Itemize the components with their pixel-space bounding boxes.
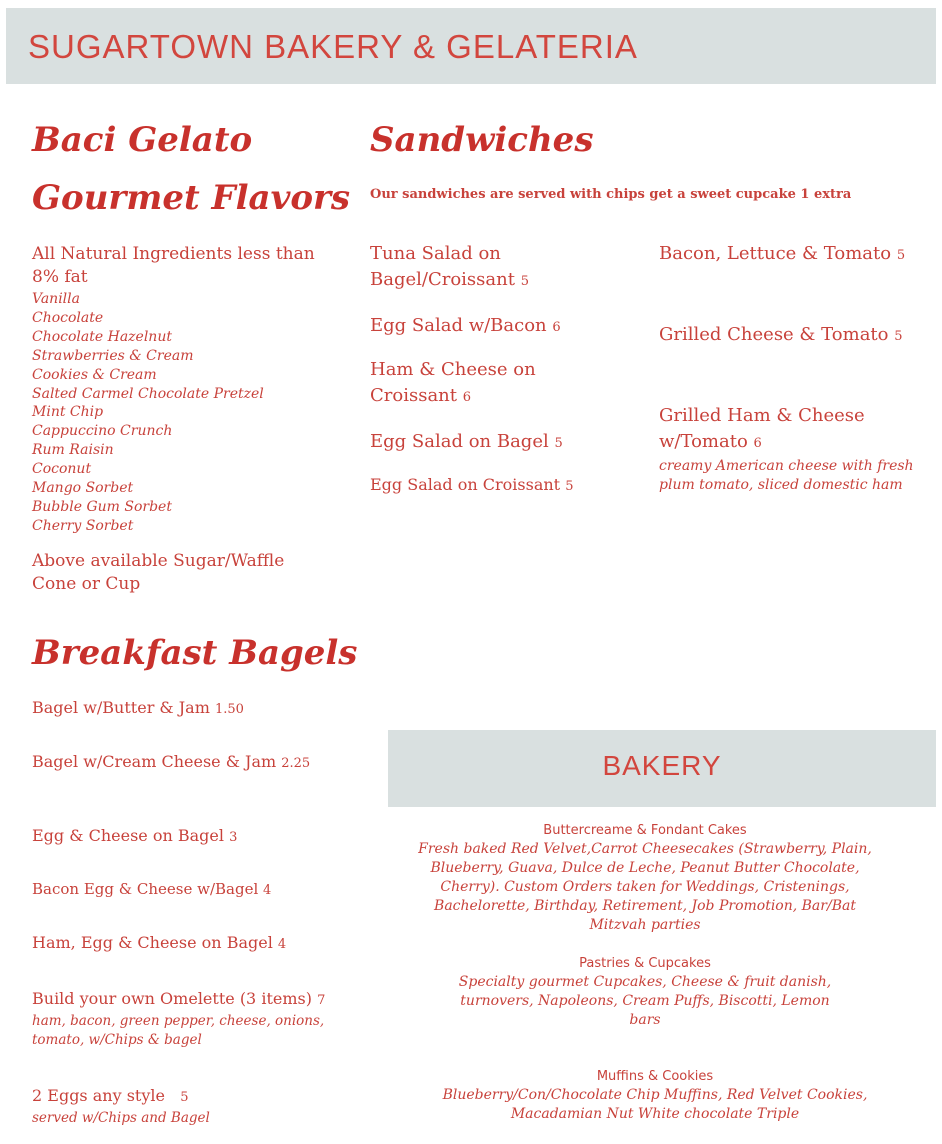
breakfast-item bbox=[32, 696, 372, 721]
flavor-item: Mango Sorbet bbox=[32, 480, 134, 497]
sandwich-item bbox=[370, 473, 640, 499]
breakfast-price: 2.25 bbox=[281, 756, 311, 771]
sandwich-price: 6 bbox=[462, 390, 472, 405]
sandwich-name: Bacon, Lettuce & Tomato bbox=[659, 243, 892, 264]
sandwich-item bbox=[659, 241, 909, 269]
gelato-title-line1: Baci Gelato bbox=[32, 120, 253, 160]
breakfast-desc: ham, bacon, green pepper, cheese, onions, tomato, w/Chips & bagel bbox=[32, 1013, 325, 1048]
sandwich-name: Grilled Cheese & Tomato bbox=[659, 324, 889, 345]
sandwich-name: Egg Salad w/Bacon bbox=[370, 315, 547, 336]
sandwich-price: 5 bbox=[894, 329, 903, 344]
flavor-item: Salted Carmel Chocolate Pretzel bbox=[32, 385, 264, 402]
bakery-banner bbox=[388, 730, 936, 807]
breakfast-item bbox=[32, 878, 372, 902]
bakery-section bbox=[400, 822, 890, 935]
breakfast-item bbox=[32, 750, 362, 775]
breakfast-name: Egg & Cheese on Bagel bbox=[32, 826, 224, 845]
bakery-section-body: Blueberry/Con/Chocolate Chip Muffins, Red Velvet Cookies, Macadamian Nut White chocolate Triple bbox=[442, 1087, 868, 1122]
sandwich-price: 5 bbox=[554, 436, 563, 451]
breakfast-name: Bagel w/Butter & Jam bbox=[32, 698, 210, 717]
bakery-section-body: Fresh baked Red Velvet,Carrot Cheesecakes (Strawberry, Plain, Blueberry, Guava, Dulce de Leche, Peanut Butter Chocolate, Cherry). Custom Orders taken for Weddings, Cristenings, Bachelorette, Birthday, Retirement, Job Promotion, Bar/Bat Mitzvah parties bbox=[418, 841, 872, 933]
sandwich-name: Egg Salad on Croissant bbox=[370, 475, 561, 494]
breakfast-price: 5 bbox=[180, 1090, 189, 1105]
sandwich-desc: creamy American cheese with fresh plum tomato, sliced domestic ham bbox=[659, 458, 914, 493]
gelato-intro: All Natural Ingredients less than 8% fat bbox=[32, 244, 315, 287]
bakery-title: BAKERY bbox=[602, 750, 722, 781]
flavor-item: Coconut bbox=[32, 461, 92, 478]
breakfast-item bbox=[32, 1084, 372, 1128]
breakfast-desc: served w/Chips and Bagel bbox=[32, 1110, 210, 1126]
breakfast-item bbox=[32, 987, 332, 1050]
sandwich-name: Tuna Salad on Bagel/Croissant bbox=[370, 243, 515, 290]
breakfast-name: 2 Eggs any style bbox=[32, 1086, 165, 1105]
flavor-item: Vanilla bbox=[32, 291, 80, 307]
sandwich-price: 6 bbox=[753, 436, 762, 451]
header-banner bbox=[6, 8, 936, 84]
breakfast-price: 3 bbox=[229, 830, 238, 845]
gelato-title-line2: Gourmet Flavors bbox=[32, 178, 351, 218]
bakery-section-heading: Muffins & Cookies bbox=[596, 1069, 714, 1084]
sandwich-item bbox=[370, 429, 630, 457]
flavor-item: Cookies & Cream bbox=[32, 366, 157, 383]
breakfast-title: Breakfast Bagels bbox=[32, 633, 358, 673]
sandwich-price: 5 bbox=[520, 274, 529, 289]
flavor-item: Cherry Sorbet bbox=[32, 517, 134, 534]
gelato-footer: Above available Sugar/Waffle Cone or Cup bbox=[32, 551, 285, 594]
flavor-item: Strawberries & Cream bbox=[32, 347, 194, 364]
sandwich-price: 5 bbox=[565, 479, 574, 494]
bakery-section-heading: Pastries & Cupcakes bbox=[579, 956, 711, 971]
sandwiches-title: Sandwiches bbox=[370, 120, 594, 160]
bakery-section-body: Specialty gourmet Cupcakes, Cheese & fruit danish, turnovers, Napoleons, Cream Puffs, Biscotti, Lemon bars bbox=[458, 974, 832, 1028]
sandwich-name: Ham & Cheese on Croissant bbox=[370, 359, 536, 406]
sandwich-price: 6 bbox=[552, 320, 561, 335]
flavor-item: Chocolate bbox=[32, 309, 104, 326]
breakfast-price: 4 bbox=[263, 883, 272, 898]
breakfast-item bbox=[32, 824, 372, 849]
page-title: SUGARTOWN BAKERY & GELATERIA bbox=[28, 28, 638, 65]
sandwich-item bbox=[370, 313, 630, 341]
breakfast-name: Ham, Egg & Cheese on Bagel bbox=[32, 933, 273, 952]
breakfast-name: Build your own Omelette (3 items) bbox=[32, 989, 312, 1008]
flavor-item: Cappuccino Crunch bbox=[32, 423, 173, 440]
flavor-item: Chocolate Hazelnut bbox=[32, 328, 172, 345]
breakfast-price: 7 bbox=[317, 993, 326, 1008]
flavor-item: Rum Raisin bbox=[32, 442, 114, 459]
breakfast-name: Bacon Egg & Cheese w/Bagel bbox=[32, 880, 259, 898]
sandwich-item bbox=[370, 357, 610, 411]
sandwich-item bbox=[659, 403, 929, 495]
sandwich-price: 5 bbox=[896, 248, 906, 263]
breakfast-price: 4 bbox=[277, 937, 287, 952]
bakery-section-heading: Buttercreame & Fondant Cakes bbox=[543, 823, 747, 838]
sandwich-item bbox=[370, 241, 630, 295]
breakfast-price: 1.50 bbox=[214, 702, 244, 717]
bakery-section bbox=[410, 955, 880, 1030]
breakfast-item bbox=[32, 931, 377, 956]
sandwich-name: Egg Salad on Bagel bbox=[370, 431, 549, 452]
sandwich-item bbox=[659, 322, 909, 350]
breakfast-name: Bagel w/Cream Cheese & Jam bbox=[32, 752, 277, 771]
flavor-item: Bubble Gum Sorbet bbox=[32, 498, 172, 515]
flavor-list bbox=[32, 290, 352, 536]
sandwiches-note: Our sandwiches are served with chips get a sweet cupcake 1 extra bbox=[370, 187, 852, 202]
flavor-item: Mint Chip bbox=[32, 404, 104, 421]
bakery-section bbox=[410, 1068, 900, 1124]
sandwich-name: Grilled Ham & Cheese w/Tomato bbox=[659, 405, 865, 452]
